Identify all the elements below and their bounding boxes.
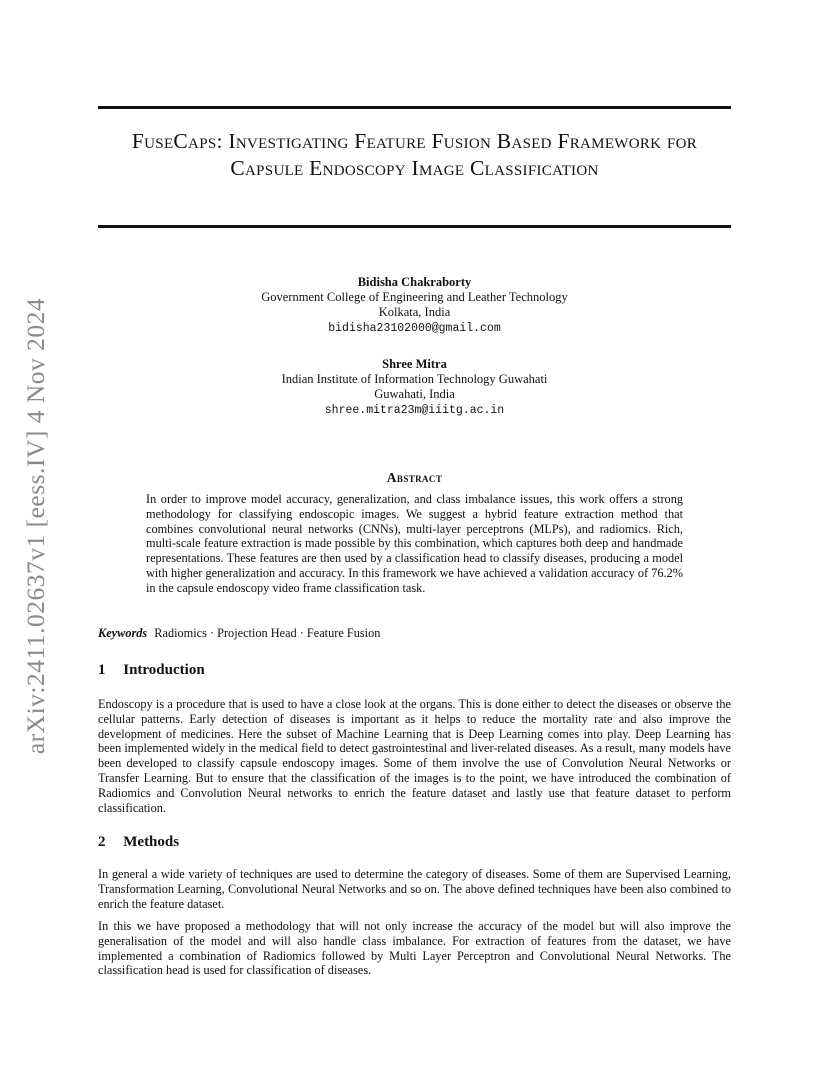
author-block-1 [98, 275, 731, 336]
author-email: shree.mitra23m@iiitg.ac.in [324, 403, 505, 417]
author-email: bidisha23102000@gmail.com [328, 321, 501, 335]
paper-title: FuseCaps: Investigating Feature Fusion Based Framework for Capsule Endoscopy Image Classification [131, 129, 698, 180]
author-block-2 [98, 357, 731, 418]
methods-paragraph-2: In this we have proposed a methodology that will not only increase the accuracy of the model but will also improve the generalisation of the model and will also handle class imbalance. For extraction of features from the dataset, we have implemented a combination of Radiomics followed by Multi Layer Perceptron and Convolutional Neural Networks. The classification head is used for classification of diseases. [98, 919, 731, 978]
section-heading-introduction [98, 662, 205, 679]
section-number: 1 [98, 662, 106, 678]
title-top-rule [98, 106, 731, 109]
author-name: Bidisha Chakraborty [357, 275, 472, 289]
keywords-line [98, 626, 380, 641]
keywords-label: Keywords [98, 626, 148, 640]
introduction-paragraph: Endoscopy is a procedure that is used to have a close look at the organs. This is done either to detect the diseases or observe the cellular patterns. Early detection of diseases is important as it helps to reduce the mortality rate and also improve the development of medicines. Here the subset of Machine Learning that is Deep Learning comes into play. Deep Learning has been implemented widely in the medical field to detect gastrointestinal and liver-related diseases. As a result, many models have been developed to classify capsule endoscopy images. Some of them involve the use of Convolution Neural Networks or Transfer Learning. But to ensure that the classification of the images is to the point, we have introduced the combination of Radiomics and Convolution Neural networks to enrich the feature dataset and lastly use that feature dataset to perform classification. [98, 697, 731, 815]
arxiv-identifier-stamp: arXiv:2411.02637v1 [eess.IV] 4 Nov 2024 [21, 297, 50, 755]
section-title: Introduction [123, 662, 205, 678]
keywords-text: Radiomics · Projection Head · Feature Fusion [154, 626, 381, 640]
abstract-heading: Abstract [386, 470, 443, 485]
author-affiliation: Government College of Engineering and Leather Technology [261, 290, 568, 305]
section-heading-methods [98, 834, 179, 851]
title-bottom-rule [98, 225, 731, 228]
section-number: 2 [98, 834, 106, 850]
author-name: Shree Mitra [382, 357, 447, 371]
abstract-text: In order to improve model accuracy, generalization, and class imbalance issues, this work offers a strong methodology for classifying endoscopic images. We suggest a hybrid feature extraction method that combines convolutional neural networks (CNNs), multi-layer perceptrons (MLPs), and radiomics. Rich, multi-scale feature extraction is made possible by this combination, which captures both deep and handmade representations. These features are then used by a classification head to classify diseases, producing a model with higher generalization and accuracy. In this framework we have achieved a validation accuracy of 76.2% in the capsule endoscopy video frame classification task. [146, 492, 683, 595]
author-location: Guwahati, India [374, 387, 455, 402]
section-title: Methods [123, 834, 180, 850]
author-location: Kolkata, India [378, 305, 451, 320]
methods-paragraph-1: In general a wide variety of techniques are used to determine the category of diseases. Some of them are Supervised Learning, Transformation Learning, Convolutional Neural Networks and so on. The above defined techniques have been also combined to enrich the feature dataset. [98, 867, 731, 911]
author-affiliation: Indian Institute of Information Technology Guwahati [281, 372, 548, 387]
